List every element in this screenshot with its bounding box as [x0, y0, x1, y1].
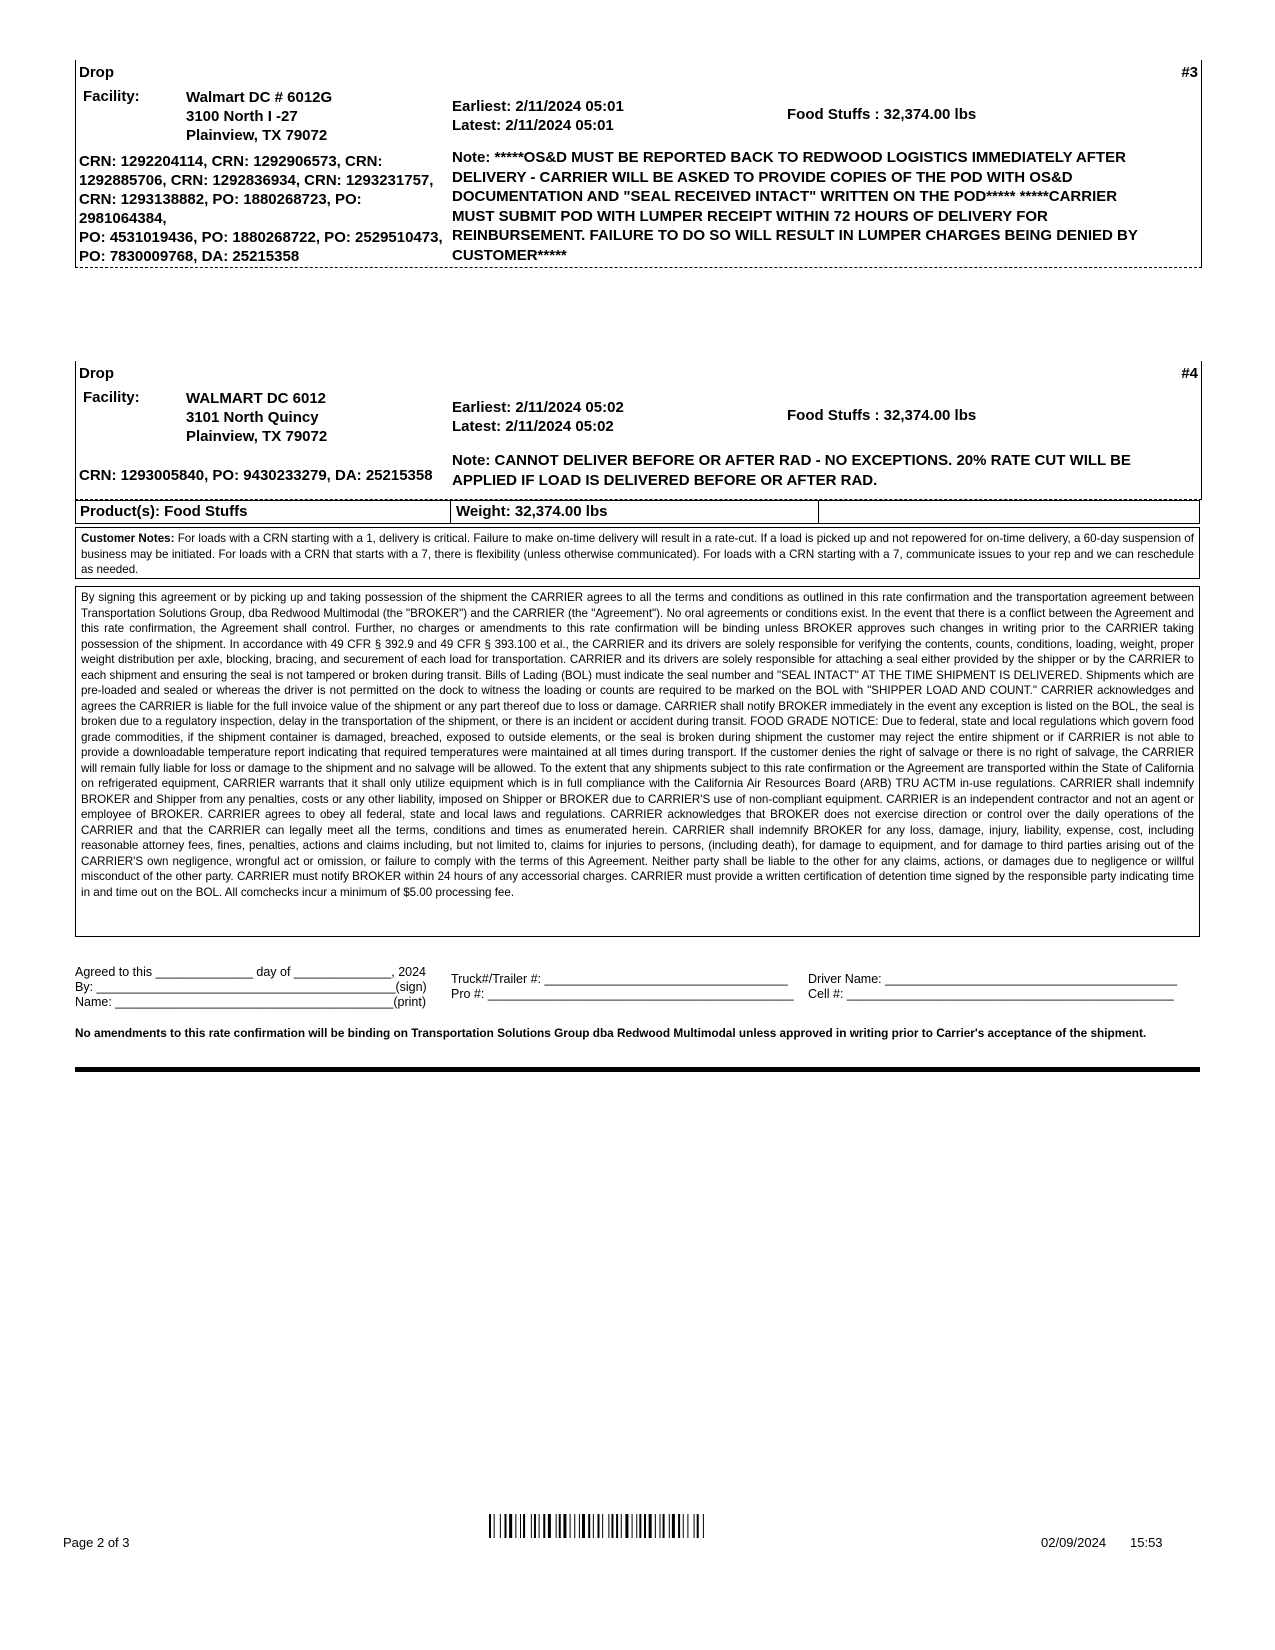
note-line: MUST SUBMIT POD WITH LUMPER RECEIPT WITHIN 72 HOURS OF DELIVERY FOR	[452, 207, 1048, 225]
reference-numbers: CRN: 1293005840, PO: 9430233279, DA: 25215358	[79, 467, 433, 484]
stop-type: Drop	[79, 365, 114, 382]
agreed-date-line[interactable]: Agreed to this ______________ day of ______________, 2024	[75, 965, 427, 979]
delivery-window	[452, 97, 624, 135]
column-divider	[450, 501, 451, 523]
products-weight: Weight: 32,374.00 lbs	[456, 503, 608, 520]
facility-name: WALMART DC 6012	[186, 390, 327, 407]
address-line-2: Plainview, TX 79072	[186, 127, 328, 144]
customer-notes-box	[75, 527, 1200, 579]
note-line: DOCUMENTATION AND "SEAL RECEIVED INTACT" WRITTEN ON THE POD***** *****CARRIER	[452, 188, 1118, 205]
stop-3-section	[75, 60, 1202, 268]
products-label: Product(s): Food Stuffs	[80, 503, 248, 520]
footer-time: 15:53	[1130, 1535, 1163, 1550]
facility-name: Walmart DC # 6012G	[186, 89, 333, 106]
facility-address	[186, 88, 332, 145]
terms-box	[75, 586, 1200, 937]
ref-line: 1292885706, CRN: 1292836934, CRN: 1293231757,	[79, 172, 434, 189]
barcode	[489, 1514, 779, 1538]
driver-name-line[interactable]: Driver Name: __________________________________________	[808, 972, 1178, 986]
stop-number: #4	[1181, 365, 1198, 382]
latest-time: Latest: 2/11/2024 05:01	[452, 117, 614, 134]
note-line: Note: CANNOT DELIVER BEFORE OR AFTER RAD - NO EXCEPTIONS. 20% RATE CUT WILL BE	[452, 452, 1131, 469]
earliest-time: Earliest: 2/11/2024 05:02	[452, 399, 624, 416]
stop-note	[452, 148, 1197, 265]
address-line-2: Plainview, TX 79072	[186, 428, 328, 445]
ref-line: CRN: 1292204114, CRN: 1292906573, CRN:	[79, 153, 383, 170]
products-extra	[820, 501, 824, 522]
address-line-1: 3100 North I -27	[186, 108, 298, 125]
commodity-weight: Food Stuffs : 32,374.00 lbs	[787, 106, 977, 123]
address-line-1: 3101 North Quincy	[186, 409, 319, 426]
products-row	[75, 500, 1200, 524]
column-divider	[818, 501, 819, 523]
note-line: CUSTOMER*****	[452, 246, 567, 264]
facility-label: Facility:	[83, 389, 140, 406]
cell-number-line[interactable]: Cell #: _______________________________________________	[808, 987, 1174, 1001]
signature-block-right	[808, 972, 1177, 1002]
reference-numbers	[79, 152, 451, 266]
print-name-line[interactable]: Name: ________________________________________(print)	[75, 995, 427, 1009]
stop-number: #3	[1181, 64, 1198, 81]
commodity-weight: Food Stuffs : 32,374.00 lbs	[787, 407, 977, 424]
note-line: DELIVERY - CARRIER WILL BE ASKED TO PROVIDE COPIES OF THE POD WITH OS&D	[452, 168, 1073, 186]
page-number: Page 2 of 3	[63, 1535, 130, 1550]
pro-number-line[interactable]: Pro #: ____________________________________________	[451, 987, 794, 1001]
note-line: APPLIED IF LOAD IS DELIVERED BEFORE OR AFTER RAD.	[452, 471, 878, 489]
earliest-time: Earliest: 2/11/2024 05:01	[452, 98, 624, 115]
ref-line: PO: 7830009768, DA: 25215358	[79, 248, 300, 265]
customer-notes-text: For loads with a CRN starting with a 1, delivery is critical. Failure to make on-time delivery will result in a rate-cut. If a load is picked up and not repowered for on-time delivery, a 60-day suspension of business may be initiated. For loads with a CRN that starts with a 7, there is flexibility (unless otherwise communicated). For loads with a CRN starting with a 7, communicate issues to your rep and we can reschedule as needed.	[81, 532, 1194, 576]
facility-label: Facility:	[83, 88, 140, 105]
customer-notes-label: Customer Notes:	[81, 532, 175, 545]
note-line: Note: *****OS&D MUST BE REPORTED BACK TO REDWOOD LOGISTICS IMMEDIATELY AFTER	[452, 149, 1126, 166]
footer-date: 02/09/2024	[1041, 1535, 1107, 1550]
terms-text: By signing this agreement or by picking up and taking possession of the shipment the CARRIER agrees to all the terms and conditions as outlined in this rate confirmation and the transportation agreement between Transportation Solutions Group, dba Redwood Multimodal (the "BROKER") and the CARRIER (the "Agreement"). No oral agreements or conditions exist. In the event that there is a conflict between the Agreement and this rate confirmation, the Agreement shall control. Further, no charges or amendments to this rate confirmation will be binding unless BROKER approves such changes in writing prior to the CARRIER taking possession of the shipment. In accordance with 49 CFR § 392.9 and 49 CFR § 393.100 et al., the CARRIER and its drivers are solely responsible for verifying the contents, counts, conditions, loading, weight, proper weight distribution per axle, blocking, bracing, and securement of each load for transportation. CARRIER and its drivers are solely responsible for attaching a seal either provided by the shipper or by the CARRIER to each shipment and ensuring the seal is not tampered or broken during transit. Bills of Lading (BOL) must indicate the seal number and "SEAL INTACT" AT THE TIME SHIPMENT IS DELIVERED. Shipments which are pre-loaded and sealed or whereas the driver is not permitted on the dock to witness the loading or counts are required to be marked on the BOL with "SHIPPER LOAD AND COUNT." CARRIER acknowledges and agrees the CARRIER is liable for the full invoice value of the shipment or any part thereof due to loss or damage. CARRIER shall notify BROKER immediately in the event any exception is listed on the BOL, the seal is broken due to a regulatory inspection, delay in the transportation of the shipment, or there is an incident or accident during transit. FOOD GRADE NOTICE: Due to federal, state and local regulations which govern food grade commodities, if the shipment container is damaged, breached, exposed to outside elements, or the seal is broken during shipment the customer may reject the entire shipment or if CARRIER is not able to provide a downloadable temperature report indicating that required temperatures were maintained at all times during transport. If the customer denies the right of salvage or there is no right of salvage, the CARRIER will remain fully liable for loss or damage to the shipment and no salvage will be allowed. To the extent that any shipments subject to this rate confirmation or the Agreement are transported within the State of California on refrigerated equipment, CARRIER warrants that it shall only utilize equipment which is in full compliance with the California Air Resources Board (ARB) TRU ACTM in-use regulations. CARRIER shall indemnify BROKER and Shipper from any penalties, costs or any other liability, imposed on Shipper or BROKER due to CARRIER'S use of non-compliant equipment. CARRIER is an independent contractor and not an agent or employee of BROKER. CARRIER agrees to obey all federal, state and local laws and regulations. CARRIER acknowledges that BROKER does not exercise direction or control over the daily operations of the CARRIER and that the CARRIER can legally meet all the terms, conditions and times as enumerated herein. CARRIER shall indemnify BROKER for any loss, damage, injury, liability, expense, cost, including reasonable attorney fees, fines, penalties, actions and claims including, but not limited to, claims for injuries to persons, (including death), for damage to equipment, and for damage to third parties arising out of the CARRIER'S own negligence, wrongful act or omission, or failure to comply with the terms of this Agreement. Neither party shall be liable to the other for any claims, actions, or damages due to negligence or willful misconduct of the other party. CARRIER must notify BROKER within 24 hours of any accessorial charges. CARRIER must provide a written certification of detention time signed by the responsible party indicating time in and time out on the BOL. All comchecks incur a minimum of $5.00 processing fee.	[81, 591, 1194, 899]
delivery-window	[452, 398, 624, 436]
ref-line: CRN: 1293138882, PO: 1880268723, PO: 2981064384,	[79, 191, 362, 227]
amendment-notice: No amendments to this rate confirmation will be binding on Transportation Solutions Group dba Redwood Multimodal unless approved in writing prior to Carrier's acceptance of the shipment.	[75, 1026, 1147, 1040]
latest-time: Latest: 2/11/2024 05:02	[452, 418, 614, 435]
signature-block-middle	[451, 972, 794, 1002]
facility-address	[186, 389, 327, 446]
note-line: REINBURSEMENT. FAILURE TO DO SO WILL RESULT IN LUMPER CHARGES BEING DENIED BY	[452, 227, 1138, 244]
truck-trailer-line[interactable]: Truck#/Trailer #: ___________________________________	[451, 972, 788, 986]
separator-bar	[75, 1067, 1200, 1072]
ref-line: PO: 4531019436, PO: 1880268722, PO: 2529510473,	[79, 229, 443, 246]
stop-4-section	[75, 361, 1202, 500]
signature-block-left	[75, 965, 427, 1010]
sign-line[interactable]: By: ___________________________________________(sign)	[75, 980, 427, 994]
stop-note	[452, 451, 1197, 490]
stop-type: Drop	[79, 64, 114, 81]
